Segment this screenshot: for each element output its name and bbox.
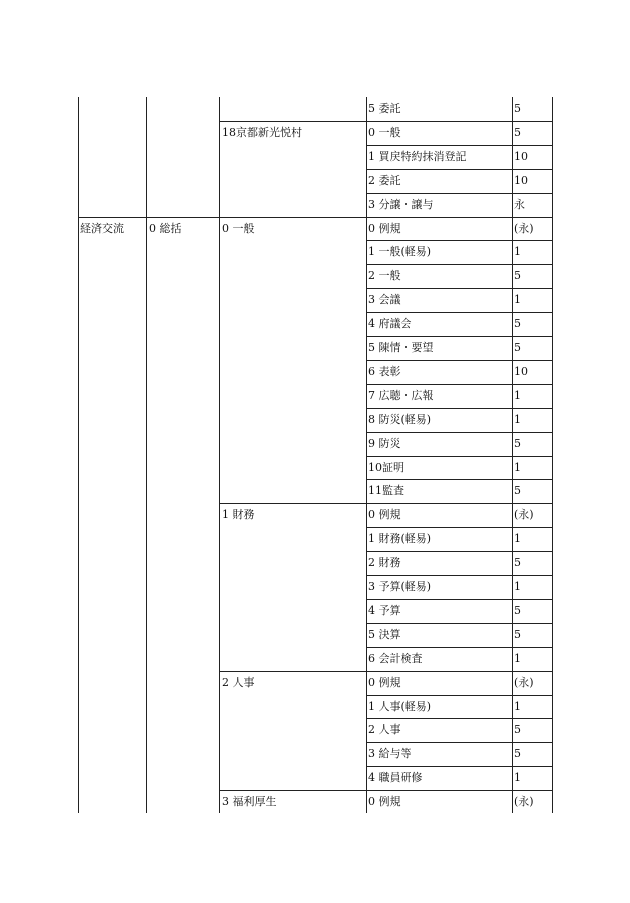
table-row-rule: [366, 288, 552, 289]
group-rule: [219, 121, 366, 122]
retention-period: (永): [514, 508, 534, 522]
retention-period: 1: [514, 699, 521, 713]
table-row-rule: [366, 264, 552, 265]
retention-period: 5: [514, 747, 521, 761]
table-row-rule: [366, 695, 552, 696]
table-row-rule: [366, 551, 552, 552]
table-row-rule: [366, 432, 552, 433]
table-row-rule: [366, 384, 552, 385]
retention-period: 5: [514, 341, 521, 354]
table-row-rule: [366, 766, 552, 767]
table-column-rule: [146, 97, 147, 813]
subcategory-label: 0 総括: [149, 221, 182, 235]
group-label: 2 人事: [222, 675, 255, 689]
item-label: 5 決算: [368, 627, 401, 641]
table-row-rule: [366, 360, 552, 361]
table-row-rule: [366, 742, 552, 743]
item-label: 5 陳情・要望: [368, 341, 434, 354]
table-row-rule: [366, 479, 552, 480]
item-label: 3 会議: [368, 293, 401, 307]
item-label: 6 表彰: [368, 364, 401, 378]
table-row-rule: [366, 718, 552, 719]
retention-period: (永): [514, 795, 534, 809]
item-label: 2 財務: [368, 556, 401, 570]
table-row-rule: [366, 145, 552, 146]
retention-period: 5: [514, 125, 521, 139]
table-row-rule: [366, 647, 552, 648]
retention-period: 1: [514, 651, 521, 665]
retention-period: 10: [514, 364, 528, 378]
retention-period: 5: [514, 603, 521, 617]
section-rule: [78, 217, 366, 218]
item-label: 1 人事(軽易): [368, 699, 432, 713]
group-label: 1 財務: [222, 508, 255, 522]
retention-period: 1: [514, 388, 521, 402]
table-column-rule: [78, 97, 79, 813]
table-row-rule: [366, 623, 552, 624]
item-label: 0 一般: [368, 125, 401, 139]
item-label: 11監査: [368, 484, 404, 498]
retention-period: (永): [514, 221, 534, 235]
item-label: 3 分譲・譲与: [368, 197, 434, 211]
group-rule: [219, 671, 366, 672]
item-label: 0 例規: [368, 795, 401, 809]
retention-period: 5: [514, 484, 521, 498]
item-label: 2 人事: [368, 723, 401, 737]
retention-period: 永: [514, 197, 525, 211]
item-label: 1 一般(軽易): [368, 245, 432, 259]
item-label: 4 予算: [368, 603, 401, 617]
retention-period: 1: [514, 412, 521, 426]
table-row-rule: [366, 575, 552, 576]
table-row-rule: [366, 503, 552, 504]
table-row-rule: [366, 790, 552, 791]
item-label: 0 例規: [368, 675, 401, 689]
item-label: 7 広聴・広報: [368, 388, 434, 402]
item-label: 4 府議会: [368, 317, 412, 331]
item-label: 10証明: [368, 460, 404, 474]
item-label: 5 委託: [368, 102, 401, 115]
item-label: 3 予算(軽易): [368, 580, 432, 593]
retention-period: 1: [514, 532, 521, 546]
item-label: 0 例規: [368, 508, 401, 522]
retention-period: 1: [514, 245, 521, 259]
group-label: 3 福利厚生: [222, 795, 277, 809]
item-label: 1 財務(軽易): [368, 532, 432, 546]
item-label: 3 給与等: [368, 747, 412, 761]
group-rule: [219, 503, 366, 504]
table-column-rule: [552, 97, 553, 813]
retention-period: 5: [514, 317, 521, 331]
table-row-rule: [366, 527, 552, 528]
item-label: 8 防災(軽易): [368, 412, 432, 426]
group-label: 0 一般: [222, 221, 255, 235]
retention-period: 5: [514, 556, 521, 570]
retention-period: 10: [514, 149, 528, 163]
retention-period: 1: [514, 771, 521, 785]
category-label: 経済交流: [80, 221, 124, 235]
table-row-rule: [366, 121, 552, 122]
retention-period: 1: [514, 293, 521, 307]
table-row-rule: [366, 169, 552, 170]
retention-period: 5: [514, 627, 521, 641]
table-row-rule: [366, 240, 552, 241]
group-label: 18京都新光悦村: [222, 125, 302, 139]
retention-period: (永): [514, 675, 534, 689]
group-rule: [219, 790, 366, 791]
table-row-rule: [366, 408, 552, 409]
item-label: 2 委託: [368, 173, 401, 187]
retention-period: 5: [514, 723, 521, 737]
table-row-rule: [366, 599, 552, 600]
table-column-rule: [219, 97, 220, 813]
retention-period: 1: [514, 460, 521, 474]
table-row-rule: [366, 336, 552, 337]
retention-period: 1: [514, 580, 521, 593]
retention-period: 5: [514, 269, 521, 283]
item-label: 2 一般: [368, 269, 401, 283]
table-row-rule: [366, 217, 552, 218]
retention-period: 10: [514, 173, 528, 187]
item-label: 6 会計検査: [368, 651, 423, 665]
table-row-rule: [366, 456, 552, 457]
table-row-rule: [366, 671, 552, 672]
item-label: 0 例規: [368, 221, 401, 235]
item-label: 1 買戻特約抹消登記: [368, 149, 467, 163]
item-label: 9 防災: [368, 436, 401, 450]
retention-period: 5: [514, 102, 521, 115]
table-row-rule: [366, 312, 552, 313]
retention-period: 5: [514, 436, 521, 450]
item-label: 4 職員研修: [368, 771, 423, 785]
table-row-rule: [366, 193, 552, 194]
